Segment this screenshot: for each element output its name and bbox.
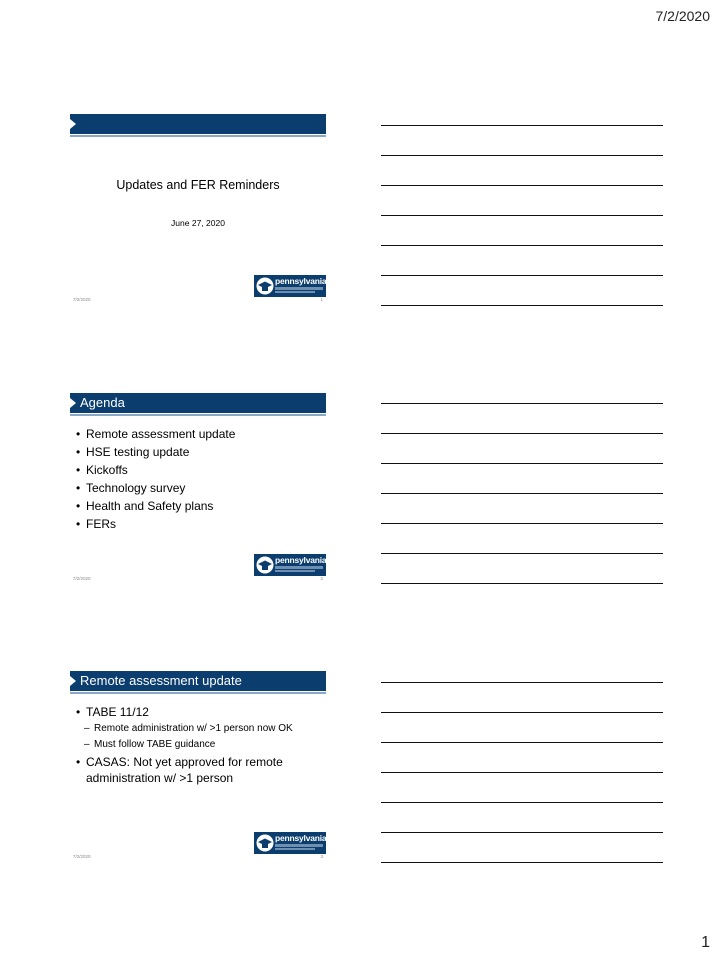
note-line (381, 772, 663, 773)
pennsylvania-logo (254, 554, 326, 576)
slide-3-thumbnail (70, 671, 326, 869)
list-item-text: TABE 11/12 (86, 705, 149, 719)
slide-number: 3 (320, 854, 323, 859)
note-line (381, 712, 663, 713)
note-line (381, 305, 663, 306)
logo-subtext (275, 844, 323, 847)
page-date: 7/2/2020 (655, 8, 710, 24)
arrow-icon (70, 676, 76, 686)
logo-text: pennsylvania (275, 555, 327, 565)
slide-title-bar (70, 114, 326, 134)
note-line (381, 802, 663, 803)
assessment-list-2 (76, 754, 308, 786)
graduation-cap-icon (256, 277, 274, 295)
slide-footer-date: 7/2/2020 (73, 297, 91, 302)
slide-number: 1 (320, 297, 323, 302)
list-item: • Remote assessment update (76, 425, 326, 443)
pennsylvania-logo (254, 275, 326, 297)
note-line (381, 682, 663, 683)
slide-title-bar (70, 671, 326, 691)
slide-1-subtitle: June 27, 2020 (171, 218, 225, 228)
page-number: 1 (701, 934, 710, 951)
logo-subtext (275, 848, 315, 850)
list-item: • FERs (76, 515, 326, 533)
slide-footer-date: 7/2/2020 (73, 854, 91, 859)
arrow-icon (70, 398, 76, 408)
logo-text: pennsylvania (275, 276, 327, 286)
note-line (381, 275, 663, 276)
list-item: • Health and Safety plans (76, 497, 326, 515)
list-item: • Kickoffs (76, 461, 326, 479)
note-line (381, 553, 663, 554)
list-item: • Technology survey (76, 479, 326, 497)
logo-subtext (275, 287, 323, 290)
note-line (381, 155, 663, 156)
logo-subtext (275, 570, 315, 572)
slide-2-thumbnail (70, 393, 326, 591)
note-line (381, 245, 663, 246)
note-line (381, 832, 663, 833)
agenda-list (76, 425, 326, 533)
list-item (76, 703, 326, 721)
note-line (381, 583, 663, 584)
slide-number: 2 (320, 576, 323, 581)
slide-3-title: Remote assessment update (80, 673, 242, 688)
slide-footer-date: 7/2/2020 (73, 576, 91, 581)
slide-2-title: Agenda (80, 395, 125, 410)
arrow-icon (70, 119, 76, 129)
sub-list-item: – Must follow TABE guidance (76, 737, 326, 753)
logo-text: pennsylvania (275, 833, 327, 843)
slide-title-bar (70, 393, 326, 413)
note-line (381, 185, 663, 186)
list-item: • CASAS: Not yet approved for remote administration w/ >1 person (76, 754, 308, 786)
note-line (381, 403, 663, 404)
note-line (381, 742, 663, 743)
assessment-sub-list (76, 721, 326, 753)
note-line (381, 125, 663, 126)
graduation-cap-icon (256, 834, 274, 852)
pennsylvania-logo (254, 832, 326, 854)
note-line (381, 523, 663, 524)
list-item: • HSE testing update (76, 443, 326, 461)
graduation-cap-icon (256, 556, 274, 574)
note-line (381, 215, 663, 216)
note-line (381, 862, 663, 863)
slide-1-title: Updates and FER Reminders (116, 178, 280, 192)
sub-list-item: – Remote administration w/ >1 person now OK (76, 721, 326, 737)
note-line (381, 463, 663, 464)
logo-subtext (275, 566, 323, 569)
slide-1-thumbnail (70, 114, 326, 312)
note-line (381, 433, 663, 434)
assessment-list (76, 703, 326, 721)
note-line (381, 493, 663, 494)
logo-subtext (275, 291, 315, 293)
